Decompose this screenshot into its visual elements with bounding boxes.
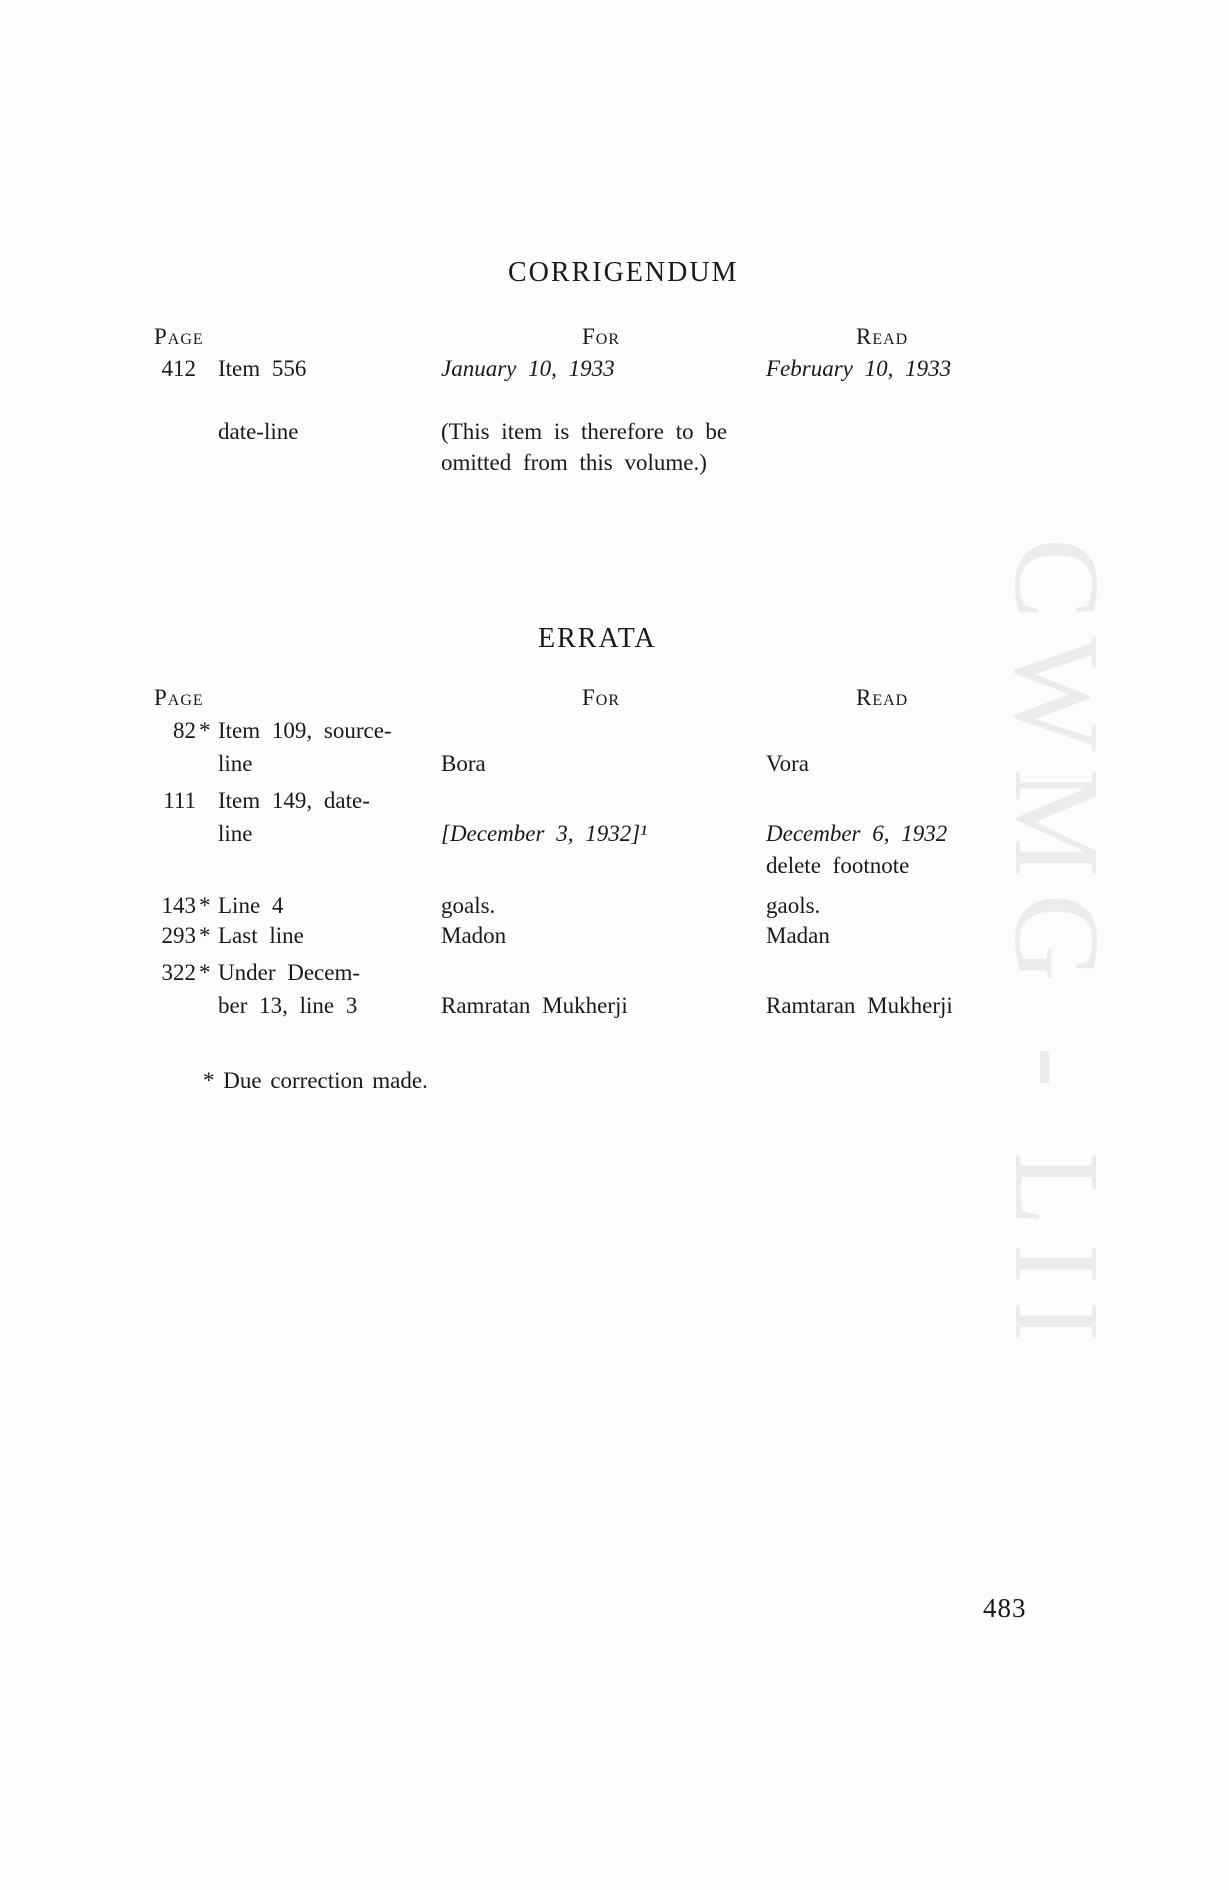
errata-header-for: For — [582, 685, 621, 710]
errata-143-desc: Line 4 — [218, 893, 284, 918]
corrigendum-412-read: February 10, 1933 — [766, 356, 952, 381]
corrigendum-title: CORRIGENDUM — [508, 257, 739, 288]
errata-293-read: Madan — [766, 923, 830, 948]
errata-293-asterisk: * — [199, 923, 211, 948]
page-number: 483 — [983, 1593, 1027, 1623]
corrigendum-header-page: Page — [154, 324, 204, 349]
errata-143-page: 143 — [161, 893, 196, 918]
errata-322-read: Ramtaran Mukherji — [766, 993, 953, 1018]
errata-82-for: Bora — [441, 751, 486, 776]
errata-322-page: 322 — [161, 960, 196, 985]
errata-82-desc-line2: line — [218, 751, 253, 776]
errata-111-desc-line1: Item 149, date- — [218, 788, 370, 813]
corrigendum-dateline-desc: date-line — [218, 419, 299, 444]
errata-title: ERRATA — [538, 623, 657, 654]
corrigendum-header-for: For — [582, 324, 621, 349]
errata-82-read: Vora — [766, 751, 810, 776]
errata-322-desc-line2: ber 13, line 3 — [218, 993, 358, 1018]
errata-143-for: goals. — [441, 893, 496, 918]
errata-111-for: [December 3, 1932]¹ — [441, 821, 648, 846]
volume-watermark: CWMG - LII — [989, 538, 1124, 1359]
corrigendum-row-dateline-1 — [0, 415, 1229, 449]
corrigendum-row-412 — [0, 352, 1229, 386]
errata-143-read: gaols. — [766, 893, 821, 918]
errata-322-asterisk: * — [199, 960, 211, 985]
corrigendum-dateline-for-line2: omitted from this volume.) — [441, 450, 707, 475]
errata-header-page: Page — [154, 685, 204, 710]
errata-111-page: 111 — [163, 788, 196, 813]
corrigendum-row-dateline-2 — [0, 446, 1229, 480]
errata-111-desc-line2: line — [218, 821, 253, 846]
corrigendum-412-desc: Item 556 — [218, 356, 307, 381]
errata-82-page: 82 — [173, 718, 196, 743]
corrigendum-header-row — [0, 320, 1229, 354]
errata-82-desc-line1: Item 109, source- — [218, 718, 392, 743]
errata-143-asterisk: * — [199, 893, 211, 918]
errata-111-read-line1: December 6, 1932 — [766, 821, 948, 846]
errata-82-asterisk: * — [199, 718, 211, 743]
errata-293-page: 293 — [161, 923, 196, 948]
errata-footnote: * Due correction made. — [203, 1068, 428, 1093]
errata-header-read: Read — [856, 685, 909, 710]
corrigendum-header-read: Read — [856, 324, 909, 349]
errata-322-for: Ramratan Mukherji — [441, 993, 628, 1018]
errata-293-desc: Last line — [218, 923, 304, 948]
errata-111-read-line2: delete footnote — [766, 853, 910, 878]
errata-322-desc-line1: Under Decem- — [218, 960, 361, 985]
corrigendum-412-page: 412 — [161, 356, 196, 381]
corrigendum-412-for: January 10, 1933 — [441, 356, 615, 381]
corrigendum-dateline-for-line1: (This item is therefore to be — [441, 419, 728, 444]
errata-293-for: Madon — [441, 923, 507, 948]
